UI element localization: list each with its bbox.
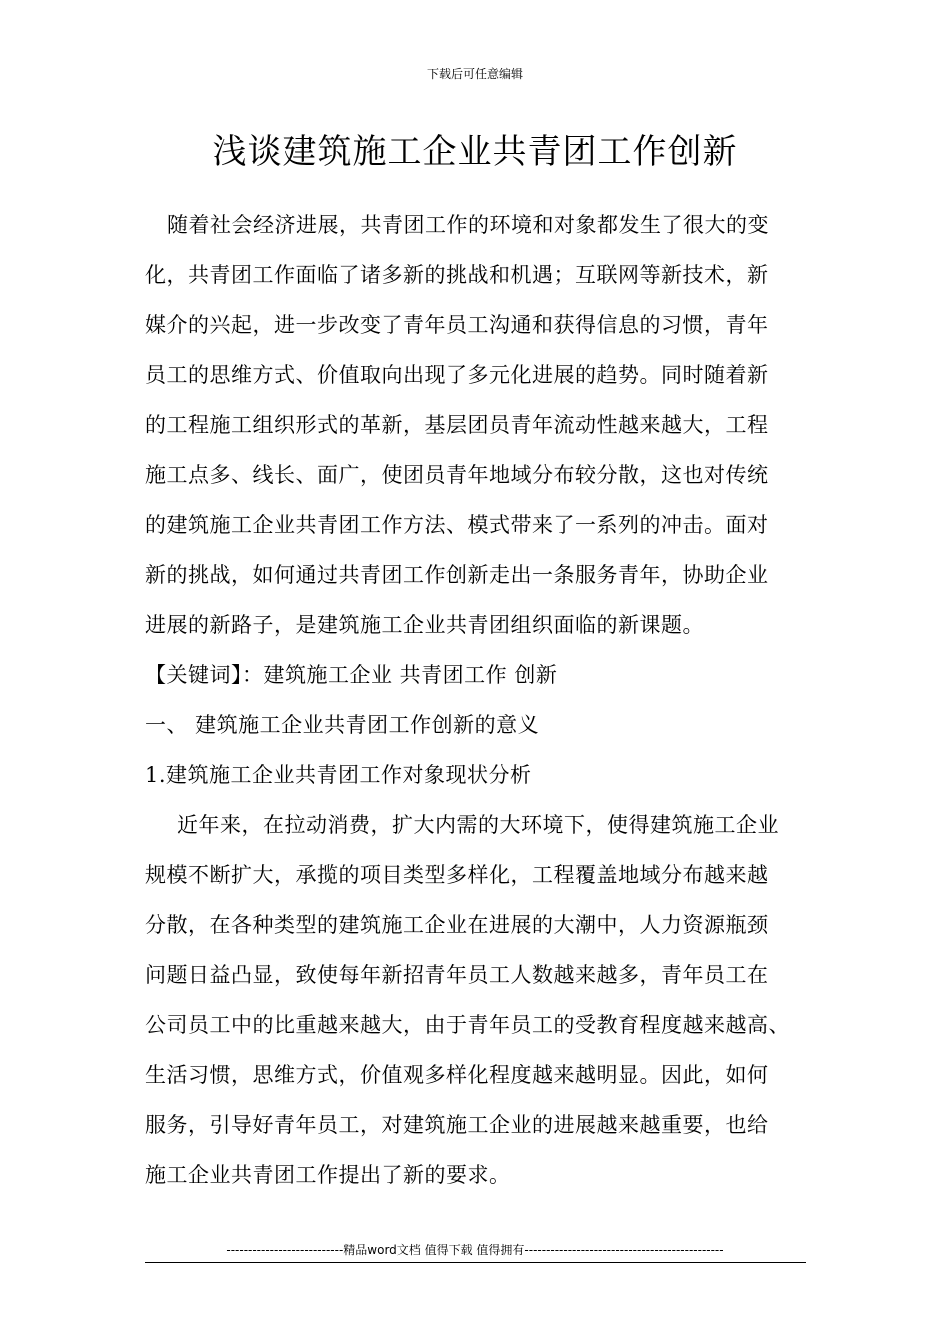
paragraph-line: 规模不断扩大，承揽的项目类型多样化，工程覆盖地域分布越来越	[145, 863, 769, 887]
paragraph-line: 员工的思维方式、价值取向出现了多元化进展的趋势。同时随着新	[145, 363, 769, 387]
paragraph-line: 分散，在各种类型的建筑施工企业在进展的大潮中，人力资源瓶颈	[145, 913, 769, 937]
keywords-line: 【关键词】：建筑施工企业 共青团工作 创新	[145, 663, 558, 687]
paragraph-line: 的建筑施工企业共青团工作方法、模式带来了一系列的冲击。面对	[145, 513, 769, 537]
page-title: 浅谈建筑施工企业共青团工作创新	[212, 132, 738, 172]
paragraph-line: 随着社会经济进展，共青团工作的环境和对象都发生了很大的变	[167, 213, 769, 237]
section-heading: 一、 建筑施工企业共青团工作创新的意义	[145, 713, 540, 737]
header-note: 下载后可任意编辑	[426, 67, 523, 81]
paragraph-line: 施工点多、线长、面广，使团员青年地域分布较分散，这也对传统	[145, 463, 769, 487]
paragraph-line: 的工程施工组织形式的革新，基层团员青年流动性越来越大，工程	[145, 413, 769, 437]
paragraph-line: 近年来，在拉动消费，扩大内需的大环境下，使得建筑施工企业	[177, 813, 779, 837]
paragraph-line: 公司员工中的比重越来越大，由于青年员工的受教育程度越来越高、	[145, 1013, 790, 1037]
footer-text: ---------------------------精品word文档 值得下载 值得拥有----------------------------------------------	[226, 1243, 724, 1257]
paragraph-line: 进展的新路子，是建筑施工企业共青团组织面临的新课题。	[145, 613, 704, 637]
paragraph-line: 化，共青团工作面临了诸多新的挑战和机遇；互联网等新技术，新	[145, 263, 769, 287]
footer-divider	[145, 1262, 806, 1263]
paragraph-line: 施工企业共青团工作提出了新的要求。	[145, 1163, 511, 1187]
paragraph-line: 问题日益凸显，致使每年新招青年员工人数越来越多，青年员工在	[145, 963, 769, 987]
paragraph-line: 媒介的兴起，进一步改变了青年员工沟通和获得信息的习惯，青年	[145, 313, 769, 337]
paragraph-line: 服务，引导好青年员工，对建筑施工企业的进展越来越重要，也给	[145, 1113, 769, 1137]
article-body	[145, 200, 810, 1200]
paragraph-line: 生活习惯，思维方式，价值观多样化程度越来越明显。因此，如何	[145, 1063, 769, 1087]
paragraph-line: 新的挑战，如何通过共青团工作创新走出一条服务青年，协助企业	[145, 563, 769, 587]
subsection-heading: 1.建筑施工企业共青团工作对象现状分析	[145, 763, 532, 787]
